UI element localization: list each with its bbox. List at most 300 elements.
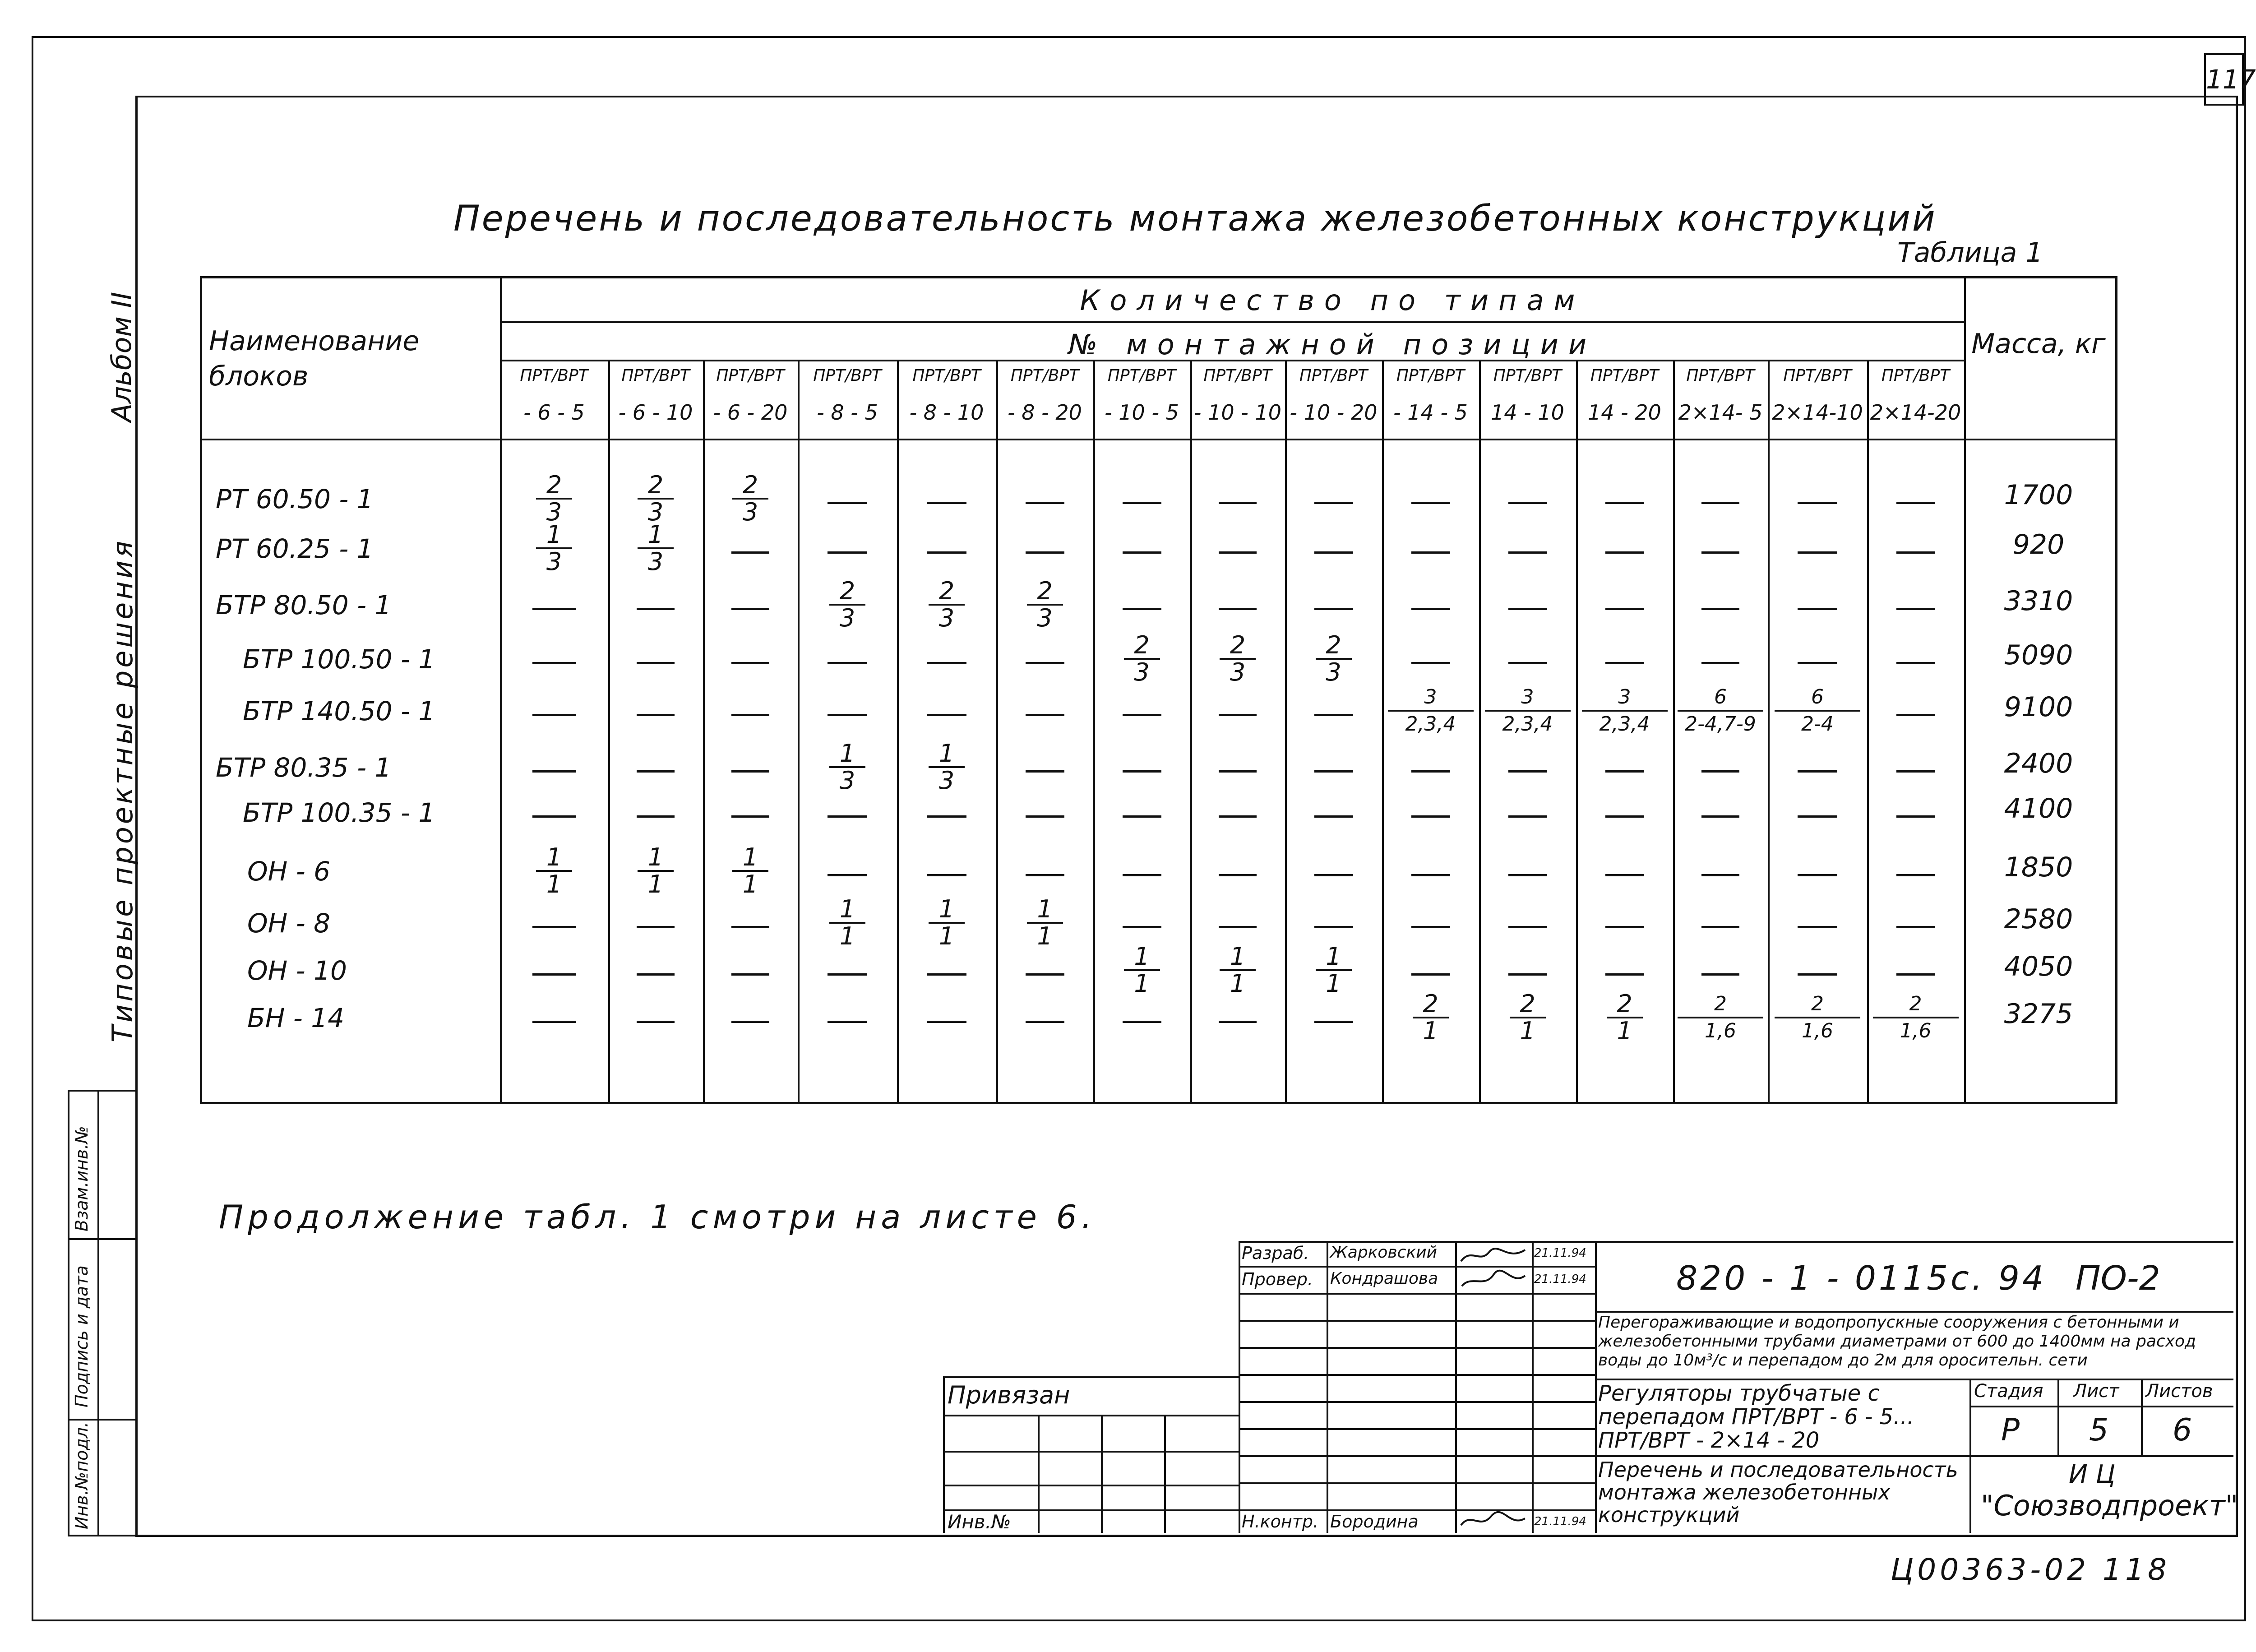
fraction-denominator: 1,6 (1705, 1019, 1736, 1042)
position-fraction (536, 472, 572, 525)
row-name: БТР 80.50 - 1 (216, 590, 392, 620)
column-header: - 10 - 20 (1290, 400, 1378, 425)
fraction-numerator: 2 (1873, 991, 1959, 1018)
column-header: 2×14-10 (1772, 400, 1863, 425)
empty-dash (1314, 608, 1353, 610)
row-mass: 5090 (2004, 639, 2073, 671)
position-fraction (1413, 991, 1449, 1044)
fraction-numerator: 3 (1485, 685, 1571, 712)
empty-dash (637, 973, 675, 976)
empty-dash (1219, 770, 1257, 773)
empty-dash (927, 815, 966, 818)
name-developer: Жарковский (1330, 1243, 1438, 1262)
margin-series: Типовые проектные решения (106, 538, 139, 1042)
position-fraction (1027, 578, 1063, 631)
empty-dash (1605, 815, 1644, 818)
empty-dash (1798, 874, 1837, 876)
empty-dash (1411, 926, 1450, 928)
position-fraction (1027, 897, 1063, 949)
sheets-value: 6 (2173, 1412, 2192, 1448)
position-fraction (1873, 991, 1959, 1044)
empty-dash (1508, 770, 1547, 773)
header-mass: Масса, кг (1971, 328, 2106, 360)
row-mass: 3275 (2004, 998, 2073, 1030)
empty-dash (1508, 926, 1547, 928)
fraction-denominator: 3 (1326, 658, 1341, 686)
empty-dash (1026, 770, 1064, 773)
empty-dash (1026, 662, 1064, 664)
empty-dash (731, 770, 769, 773)
fraction-numerator: 2 (829, 578, 865, 606)
section-title: Регуляторы трубчатые с перепадом ПРТ/ВРТ - 6 - 5... ПРТ/ВРТ - 2×14 - 20 (1598, 1381, 1914, 1453)
empty-dash (532, 608, 576, 610)
control-signature-mark (1457, 1509, 1530, 1532)
row-mass: 4050 (2004, 951, 2073, 982)
position-fraction (1485, 685, 1571, 737)
stage-value: Р (2001, 1412, 2020, 1448)
empty-dash (1123, 502, 1161, 504)
fraction-numerator: 2 (1607, 991, 1643, 1018)
fraction-numerator: 1 (829, 741, 865, 768)
role-checker: Провер. (1242, 1269, 1313, 1289)
fraction-denominator: 1 (839, 922, 855, 950)
strip-label-inventory: Инв.№подл. (72, 1421, 92, 1529)
row-name: РТ 60.50 - 1 (216, 484, 374, 514)
empty-dash (1123, 770, 1161, 773)
row-mass: 2580 (2004, 903, 2073, 935)
empty-dash (927, 874, 966, 876)
row-name: БТР 140.50 - 1 (243, 696, 435, 727)
fraction-denominator: 2,3,4 (1502, 713, 1553, 736)
position-fraction (1220, 633, 1256, 685)
empty-dash (927, 973, 966, 976)
column-header: - 10 - 5 (1105, 400, 1179, 425)
strip-label-signature: Подпись и дата (72, 1265, 92, 1407)
empty-dash (637, 1021, 675, 1023)
position-fraction (1607, 991, 1643, 1044)
empty-dash (1605, 973, 1644, 976)
row-name: ОН - 10 (247, 955, 347, 986)
empty-dash (1314, 502, 1353, 504)
strip-label-replace: Взам.инв.№ (72, 1126, 92, 1231)
empty-dash (1219, 815, 1257, 818)
fraction-denominator: 3 (546, 547, 562, 576)
document-title: Перечень и последовательность монтажа железобетонных конструкций (453, 199, 1937, 239)
empty-dash (1411, 973, 1450, 976)
row-name: БТР 100.50 - 1 (243, 644, 435, 675)
empty-dash (731, 608, 769, 610)
empty-dash (731, 815, 769, 818)
position-fraction (1316, 944, 1352, 996)
empty-dash (1219, 874, 1257, 876)
empty-dash (1508, 662, 1547, 664)
fraction-numerator: 2 (638, 472, 674, 500)
main-table (200, 276, 2117, 1104)
row-name: БН - 14 (247, 1003, 345, 1033)
empty-dash (637, 815, 675, 818)
fraction-denominator: 1 (1326, 969, 1341, 998)
empty-dash (1314, 714, 1353, 716)
fraction-numerator: 2 (536, 472, 572, 500)
sheet-value: 5 (2089, 1412, 2109, 1448)
fraction-numerator: 2 (1413, 991, 1449, 1018)
role-control: Н.контр. (1242, 1512, 1319, 1532)
empty-dash (1314, 874, 1353, 876)
date-control: 21.11.94 (1534, 1515, 1586, 1528)
row-name: РТ 60.25 - 1 (216, 533, 374, 564)
empty-dash (1701, 815, 1739, 818)
empty-dash (828, 815, 867, 818)
empty-dash (1508, 551, 1547, 554)
fraction-denominator: 1 (742, 870, 758, 898)
empty-dash (1798, 662, 1837, 664)
position-fraction (536, 845, 572, 897)
empty-dash (927, 551, 966, 554)
empty-dash (1605, 770, 1644, 773)
fraction-denominator: 1 (1617, 1017, 1632, 1045)
fraction-denominator: 1 (1037, 922, 1053, 950)
column-header: - 8 - 20 (1008, 400, 1082, 425)
empty-dash (1314, 551, 1353, 554)
fraction-denominator: 2,3,4 (1405, 713, 1456, 736)
fraction-numerator: 1 (536, 522, 572, 549)
empty-dash (637, 926, 675, 928)
fraction-denominator: 1,6 (1802, 1019, 1833, 1042)
empty-dash (532, 770, 576, 773)
stage-label: Стадия (1974, 1381, 2043, 1402)
row-name: ОН - 8 (247, 908, 330, 939)
empty-dash (1026, 502, 1064, 504)
fraction-numerator: 2 (1678, 991, 1763, 1018)
empty-dash (1605, 502, 1644, 504)
fraction-denominator: 3 (647, 498, 664, 526)
fraction-denominator: 1 (1230, 969, 1246, 998)
org-line1: И Ц (2069, 1460, 2116, 1489)
margin-album: Альбом II (106, 292, 138, 422)
empty-dash (1896, 608, 1935, 610)
org-line2: "Союзводпроект" (1981, 1489, 2238, 1522)
fraction-numerator: 1 (1124, 944, 1160, 971)
column-header: - 8 - 10 (909, 400, 984, 425)
empty-dash (927, 662, 966, 664)
position-fraction (829, 578, 865, 631)
fraction-numerator: 6 (1678, 685, 1763, 712)
empty-dash (1798, 608, 1837, 610)
position-fraction (1678, 685, 1763, 737)
column-header: ПРТ/ВРТ (1686, 366, 1755, 385)
fraction-denominator: 3 (938, 604, 955, 632)
empty-dash (828, 714, 867, 716)
column-header: - 14 - 5 (1393, 400, 1468, 425)
fraction-numerator: 2 (1775, 991, 1860, 1018)
column-header: ПРТ/ВРТ (1010, 366, 1079, 385)
name-control: Бородина (1330, 1512, 1419, 1532)
fraction-numerator: 2 (1510, 991, 1546, 1018)
fraction-numerator: 2 (929, 578, 965, 606)
empty-dash (1605, 874, 1644, 876)
fraction-denominator: 2,3,4 (1599, 713, 1650, 736)
position-fraction (1124, 944, 1160, 996)
empty-dash (1701, 551, 1739, 554)
empty-dash (1026, 714, 1064, 716)
empty-dash (828, 551, 867, 554)
bottom-code: Ц00363-02 118 (1891, 1552, 2170, 1587)
fraction-denominator: 3 (1134, 658, 1150, 686)
empty-dash (1123, 608, 1161, 610)
column-header: ПРТ/ВРТ (621, 366, 690, 385)
empty-dash (828, 502, 867, 504)
position-fraction (732, 472, 768, 525)
empty-dash (1411, 770, 1450, 773)
position-fraction (638, 472, 674, 525)
empty-dash (1123, 874, 1161, 876)
empty-dash (532, 662, 576, 664)
header-quantity: Количество по типам (1080, 284, 1585, 317)
empty-dash (532, 973, 576, 976)
fraction-denominator: 3 (546, 498, 562, 526)
fraction-numerator: 1 (732, 845, 768, 872)
empty-dash (1896, 502, 1935, 504)
fraction-denominator: 3 (839, 604, 855, 632)
empty-dash (1701, 973, 1739, 976)
empty-dash (637, 662, 675, 664)
empty-dash (1026, 1021, 1064, 1023)
fraction-denominator: 3 (647, 547, 664, 576)
column-header: - 8 - 5 (817, 400, 878, 425)
fraction-denominator: 3 (742, 498, 758, 526)
column-header: 14 - 10 (1491, 400, 1564, 425)
fraction-denominator: 2-4 (1801, 713, 1834, 736)
empty-dash (1896, 926, 1935, 928)
fraction-numerator: 2 (1316, 633, 1352, 660)
doc-suffix: ПО-2 (2076, 1259, 2160, 1298)
fraction-denominator: 1 (1134, 969, 1150, 998)
empty-dash (637, 714, 675, 716)
row-mass: 920 (2012, 529, 2065, 560)
position-fraction (929, 897, 965, 949)
empty-dash (927, 714, 966, 716)
empty-dash (1896, 770, 1935, 773)
column-header: ПРТ/ВРТ (912, 366, 981, 385)
empty-dash (731, 714, 769, 716)
fraction-numerator: 1 (1027, 897, 1063, 924)
empty-dash (1026, 815, 1064, 818)
position-fraction (1582, 685, 1668, 737)
date-checker: 21.11.94 (1534, 1273, 1586, 1286)
fraction-denominator: 3 (938, 766, 955, 795)
empty-dash (1508, 973, 1547, 976)
empty-dash (1026, 973, 1064, 976)
fraction-numerator: 3 (1582, 685, 1668, 712)
empty-dash (1219, 714, 1257, 716)
empty-dash (1508, 815, 1547, 818)
sheet-label: Лист (2073, 1381, 2119, 1402)
empty-dash (731, 926, 769, 928)
empty-dash (1219, 1021, 1257, 1023)
row-mass: 1700 (2004, 479, 2073, 511)
empty-dash (1123, 551, 1161, 554)
position-fraction (1678, 991, 1763, 1044)
empty-dash (1798, 502, 1837, 504)
position-fraction (536, 522, 572, 574)
fraction-numerator: 1 (638, 845, 674, 872)
page-number: 117 (2206, 64, 2256, 95)
empty-dash (1123, 815, 1161, 818)
empty-dash (1026, 551, 1064, 554)
empty-dash (1605, 926, 1644, 928)
empty-dash (828, 973, 867, 976)
empty-dash (1605, 662, 1644, 664)
header-position: № монтажной позиции (1068, 328, 1597, 361)
column-header: ПРТ/ВРТ (1881, 366, 1950, 385)
page-number-box (2204, 53, 2256, 106)
position-fraction (732, 845, 768, 897)
position-fraction (1775, 991, 1860, 1044)
empty-dash (1411, 815, 1450, 818)
column-header: - 6 - 10 (618, 400, 693, 425)
empty-dash (637, 608, 675, 610)
empty-dash (1701, 502, 1739, 504)
empty-dash (1701, 874, 1739, 876)
position-fraction (638, 522, 674, 574)
linked-label: Привязан (948, 1381, 1070, 1409)
column-header: ПРТ/ВРТ (1590, 366, 1659, 385)
position-fraction (1316, 633, 1352, 685)
signature-marks (1457, 1243, 1530, 1293)
empty-dash (1508, 502, 1547, 504)
column-header: ПРТ/ВРТ (813, 366, 882, 385)
column-header: ПРТ/ВРТ (1203, 366, 1272, 385)
position-fraction (1775, 685, 1860, 737)
fraction-denominator: 1 (1520, 1017, 1535, 1045)
fraction-numerator: 1 (1316, 944, 1352, 971)
empty-dash (927, 1021, 966, 1023)
fraction-denominator: 2-4,7-9 (1685, 713, 1756, 736)
empty-dash (1896, 551, 1935, 554)
header-name: Наименование блоков (209, 325, 420, 392)
empty-dash (1411, 502, 1450, 504)
row-mass: 2400 (2004, 748, 2073, 779)
empty-dash (731, 662, 769, 664)
empty-dash (1701, 662, 1739, 664)
left-stamp-strip (68, 1090, 137, 1536)
empty-dash (1314, 1021, 1353, 1023)
empty-dash (1896, 874, 1935, 876)
fraction-numerator: 3 (1388, 685, 1474, 712)
empty-dash (1123, 714, 1161, 716)
empty-dash (1896, 815, 1935, 818)
column-header: 2×14- 5 (1678, 400, 1763, 425)
empty-dash (1798, 770, 1837, 773)
empty-dash (1411, 874, 1450, 876)
position-fraction (829, 741, 865, 793)
column-header: - 10 - 10 (1193, 400, 1282, 425)
name-checker: Кондрашова (1330, 1269, 1438, 1288)
fraction-numerator: 2 (1027, 578, 1063, 606)
sheet-title: Перечень и последовательность монтажа железобетонных конструкций (1598, 1458, 1958, 1527)
empty-dash (1508, 874, 1547, 876)
row-name: БТР 100.35 - 1 (243, 797, 435, 828)
empty-dash (1896, 662, 1935, 664)
empty-dash (731, 551, 769, 554)
fraction-numerator: 1 (536, 845, 572, 872)
fraction-denominator: 3 (1037, 604, 1053, 632)
fraction-numerator: 2 (732, 472, 768, 500)
sheets-label: Листов (2145, 1381, 2213, 1402)
empty-dash (1605, 608, 1644, 610)
empty-dash (1798, 926, 1837, 928)
column-header: 14 - 20 (1588, 400, 1661, 425)
empty-dash (1123, 926, 1161, 928)
empty-dash (1219, 502, 1257, 504)
empty-dash (1701, 608, 1739, 610)
empty-dash (1314, 926, 1353, 928)
column-header: ПРТ/ВРТ (1493, 366, 1562, 385)
fraction-numerator: 1 (1220, 944, 1256, 971)
row-mass: 3310 (2004, 585, 2073, 617)
column-header: ПРТ/ВРТ (716, 366, 785, 385)
empty-dash (532, 714, 576, 716)
position-fraction (1388, 685, 1474, 737)
fraction-numerator: 1 (929, 897, 965, 924)
empty-dash (532, 815, 576, 818)
position-fraction (1510, 991, 1546, 1044)
empty-dash (1219, 926, 1257, 928)
column-header: ПРТ/ВРТ (1299, 366, 1368, 385)
position-fraction (1124, 633, 1160, 685)
empty-dash (532, 1021, 576, 1023)
column-header: ПРТ/ВРТ (1107, 366, 1176, 385)
fraction-numerator: 1 (829, 897, 865, 924)
position-fraction (638, 845, 674, 897)
inv-label: Инв.№ (948, 1511, 1011, 1533)
fraction-denominator: 3 (839, 766, 855, 795)
empty-dash (731, 973, 769, 976)
continuation-note: Продолжение табл. 1 смотри на листе 6. (219, 1198, 1096, 1236)
empty-dash (1701, 770, 1739, 773)
row-name: БТР 80.35 - 1 (216, 752, 392, 783)
project-title: Перегораживающие и водопропускные сооружения с бетонными и железобетонными трубами диаметрами от 600 до 1400мм на расход воды до 10м³/с и перепадом до 2м для оросительн. сети (1598, 1313, 2196, 1370)
column-header: 2×14-20 (1870, 400, 1961, 425)
column-header: - 6 - 20 (713, 400, 788, 425)
empty-dash (1508, 608, 1547, 610)
fraction-denominator: 3 (1230, 658, 1246, 686)
empty-dash (1411, 608, 1450, 610)
fraction-numerator: 1 (638, 522, 674, 549)
fraction-numerator: 2 (1220, 633, 1256, 660)
fraction-denominator: 1,6 (1900, 1019, 1932, 1042)
row-mass: 4100 (2004, 793, 2073, 824)
empty-dash (637, 770, 675, 773)
fraction-numerator: 1 (929, 741, 965, 768)
empty-dash (1411, 551, 1450, 554)
empty-dash (1896, 714, 1935, 716)
fraction-denominator: 1 (546, 870, 562, 898)
empty-dash (1798, 973, 1837, 976)
position-fraction (1220, 944, 1256, 996)
column-header: ПРТ/ВРТ (520, 366, 588, 385)
fraction-denominator: 1 (1423, 1017, 1438, 1045)
position-fraction (929, 741, 965, 793)
empty-dash (1314, 815, 1353, 818)
empty-dash (1219, 551, 1257, 554)
fraction-denominator: 1 (647, 870, 664, 898)
doc-code: 820 - 1 - 0115с. 94 (1676, 1259, 2047, 1298)
empty-dash (1026, 874, 1064, 876)
column-header: ПРТ/ВРТ (1783, 366, 1852, 385)
position-fraction (929, 578, 965, 631)
empty-dash (1701, 926, 1739, 928)
